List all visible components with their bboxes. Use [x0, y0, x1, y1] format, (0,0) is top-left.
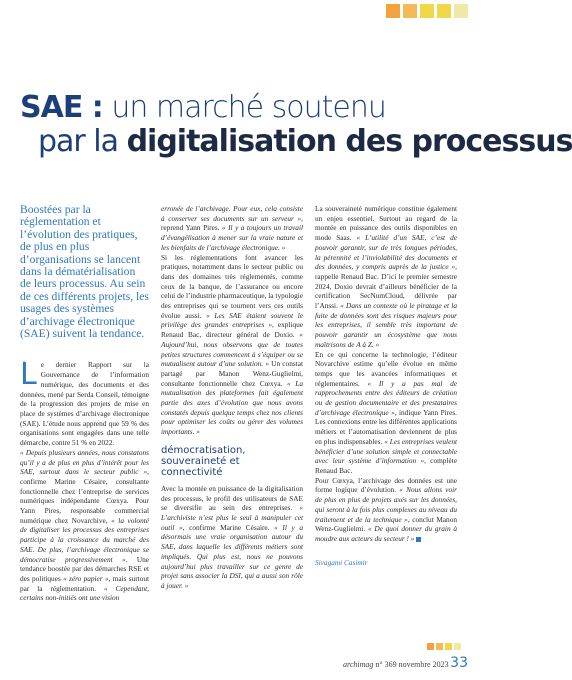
- title-par-la: par la: [38, 123, 127, 159]
- pale-yellow-square-icon: [454, 643, 461, 650]
- lead-paragraph: Boostées par la réglementation et l’évolution des pratiques, de plus en plus d’organisations se lancent dans la dématérialisation de leurs processus. Au sein de ces différents projets, les usages des systèmes d’archivage électronique (SAE) suivent la tendance.: [20, 203, 149, 341]
- orange-square-icon: [403, 4, 417, 18]
- author-signature: Sivagami Casimir: [315, 557, 368, 567]
- body-paragraph: Avec la montée en puissance de la digitalisation des processus, le profil des utilisateurs de SAE se diversifie au sein des entreprises. « L’archiviste n’est plus le seul à manipuler cet outil », confirme Marine Césaire. « Il y a désormais une vraie organisation autour du SAE, dans laquelle les différents métiers sont impliqués. Qui plus est, nous ne pouvons aujourd’hui plus travailler sur ce genre de projet sans associer la DSI, qui a aussi son rôle à jouer. »: [161, 483, 303, 590]
- column-2: [161, 204, 303, 591]
- title-digitalisation: digitalisation des processus: [126, 123, 572, 159]
- pale-yellow-square-icon: [454, 4, 468, 18]
- section-subheading: démocratisation, souveraineté et connectivité: [161, 444, 246, 478]
- orange-square-icon: [436, 643, 443, 650]
- footer-color-squares: [427, 643, 461, 650]
- header-color-squares: [386, 4, 468, 18]
- body-paragraph: erronée de l’archivage. Pour eux, cela consiste à conserver ses documents sur un serveur », reprend Yann Pires. « Il y a toujours un travail d’évangélisation à mener sur la vraie nature et les bienfaits de l’archivage électronique. » Si les réglementations font avancer les pratiques, notamment dans le secteur public ou dans des domaines très réglementés, comme ceux de la banque, de l’assurance ou encore celui de l’industrie pharmaceutique, la typologie des entreprises qui se tournent vers ces outils évolue aussi. « Les SAE étaient souvent le privilège des grandes entreprises », explique Renaud Bac, directeur général de Doxio. « Aujourd’hui, nous observons que de toutes petites structures commencent à s’équiper ou se mutualisent autour d’une solution. » Un constat partagé par Manon Wenz-Guglielmi, consultante fonctionnelle chez Cœxya. « La mutualisation des plateformes fait également partie des axes d’évolution que nous avons constatés depuis quelque temps chez nos clients pour optimiser les coûts ou gérer des volumes importants. »: [161, 204, 303, 437]
- yellow-square-icon: [420, 4, 434, 18]
- yellow-square-icon: [445, 643, 452, 650]
- yellow-square-icon: [437, 4, 451, 18]
- column-1: [20, 204, 149, 603]
- body-paragraph: La souveraineté numérique constitue également un enjeu essentiel. Surtout au regard de la montée en puissance des outils disponibles en mode Saas. « L’utilité d’un SAE, c’est de pouvoir garantir, sur de très longues périodes, la pérennité et l’inviolabilité des documents et des données, y compris auprès de la justice », rappelle Renaud Bac. D’ici le premier semestre 2024, Doxio devrait d’ailleurs bénéficier de la certification SecNumCloud, délivrée par l’Anssi. « Dans un contexte où le piratage et la fuite de données sont des risques majeurs pour les entreprises, il semble très important de pouvoir garantir un écosystème que nous maîtrisons de A à Z. » En ce qui concerne la technologie, l’éditeur Novarchive estime qu’elle évolue en même temps que les avancées informatiques et réglementaires. « Il y a pas mal de rapprochements entre des éditeurs de création ou de gestion documentaire et des prestataires d’archivage électronique », indique Yann Pires. Les connexions entre les différentes applications métiers et l’automatisation deviennent de plus en plus indispensables. « Les entreprises veulent bénéficier d’une solution simple et connectable avec leur système d’information », complète Renaud Bac. Pour Cœxya, l’archivage des données est une forme logique d’évolution. « Nous allons voir de plus en plus de projets axés sur les données, qui seront à la fois plus complexes au niveau du traitement et de la technique », conclut Manon Wenz-Guglielmi. « De quoi donner du grain à moudre aux acteurs du secteur ! »: [315, 204, 458, 543]
- body-paragraph: Le dernier Rapport sur la Gouvernance de l’information numérique, des documents et des données, mené par Serda Conseil, témoigne de la progression des projets de mise en place de systèmes d’archivage électronique (SAE). L’étude nous apprend que 59 % des organisations sont engagées dans une telle démarche, contre 51 % en 2022. « Depuis plusieurs années, nous constatons qu’il y a de plus en plus d’intérêt pour les SAE, surtout dans le secteur public », confirme Marine Césaire, consultante fonctionnelle chez l’entreprise de services numériques indépendante Cœxya. Pour Yann Pires, responsable commercial numérique chez Novarchive, « la volonté de digitaliser les processus des entreprises participe à la croissance du marché des SAE. De plus, l’archivage électronique se démocratise progressivement ». Une tendance boostée par des démarches RSE et des politiques « zéro papier », mais surtout par la réglementation. « Cependant, certains non-initiés ont une vision: [20, 357, 150, 603]
- column-3: [315, 204, 457, 567]
- footer-issue-info: archimag n° 369 novembre 2023: [343, 660, 449, 669]
- title-colon: :: [82, 90, 103, 125]
- title-line1-rest: un marché soutenu: [102, 90, 386, 125]
- drop-cap: L: [20, 357, 37, 393]
- page-number: 33: [450, 655, 468, 671]
- end-square-icon: [416, 537, 421, 542]
- article-title: [20, 90, 572, 159]
- title-sae: SAE: [20, 90, 83, 125]
- orange-square-icon: [427, 643, 434, 650]
- orange-square-icon: [386, 4, 400, 18]
